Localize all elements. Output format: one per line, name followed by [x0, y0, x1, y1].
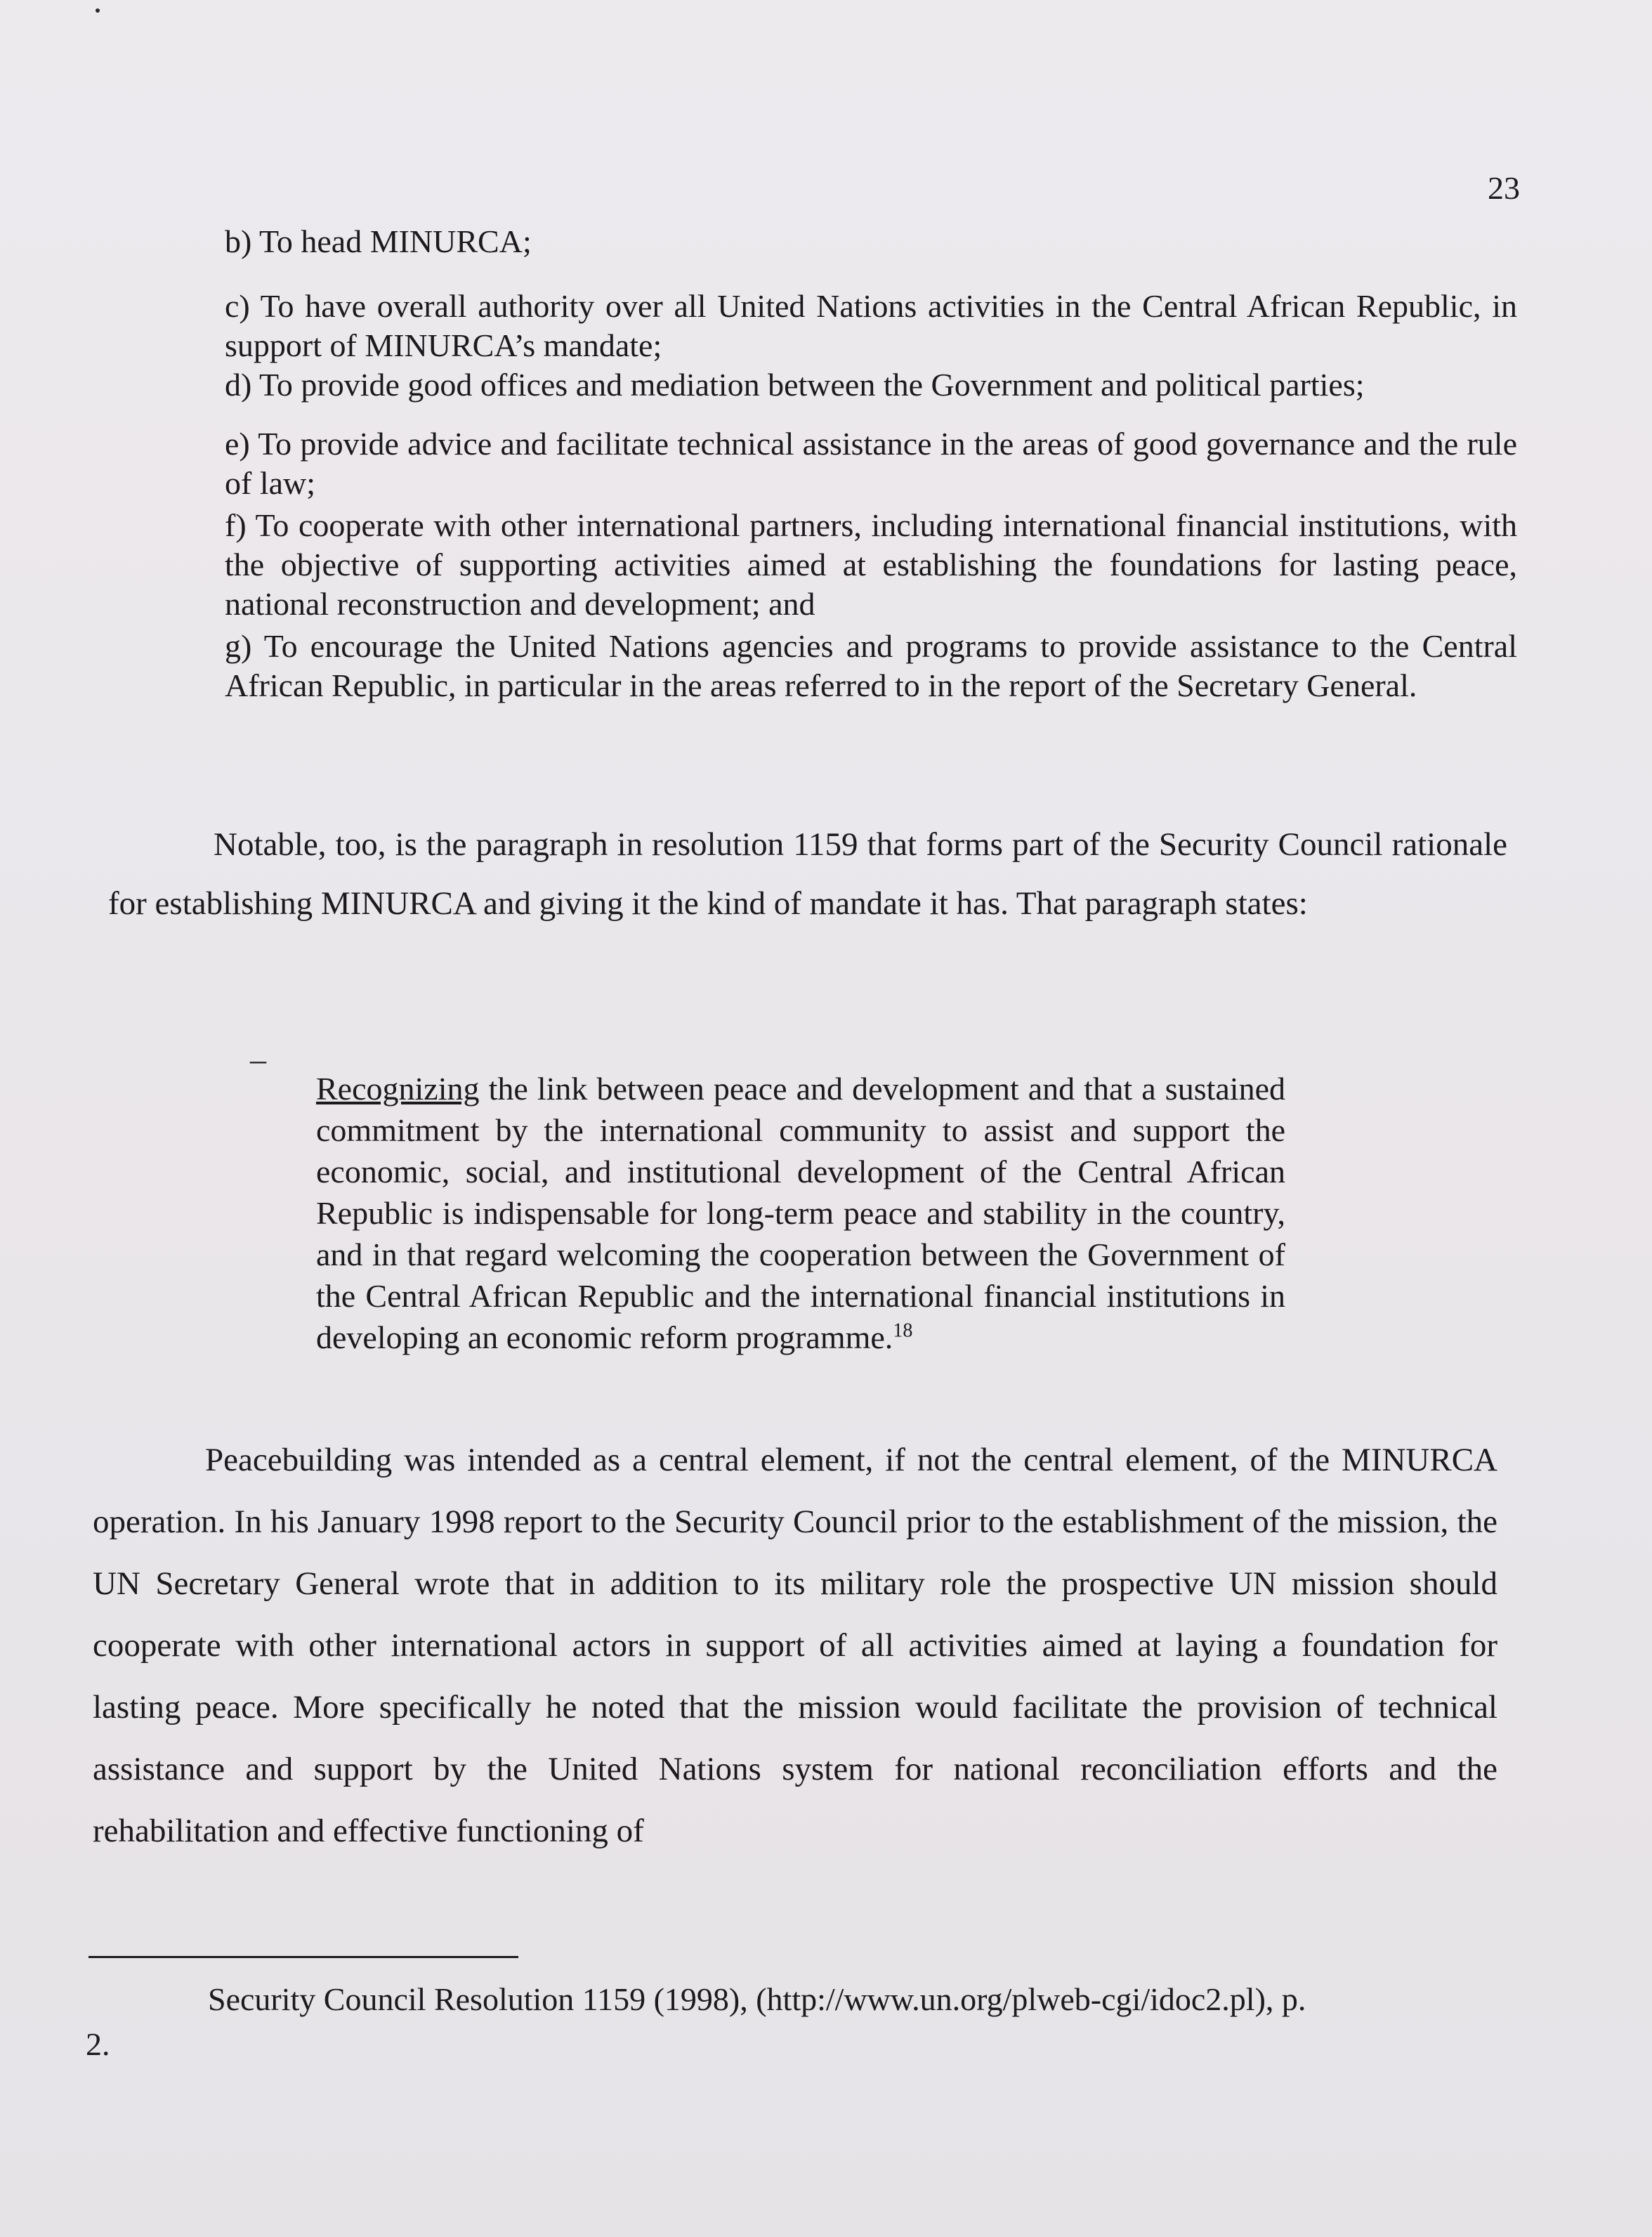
footnote-divider: [88, 1956, 518, 1958]
mandate-item-g: g) To encourage the United Nations agencies and programs to provide assistance to the Central African Republic, in particular in the areas referred to in the report of the Secretary General.: [225, 628, 1517, 703]
page-number: 23: [1488, 170, 1520, 206]
mandate-item-d: d) To provide good offices and mediation between the Government and political parties;: [225, 367, 1365, 403]
body-paragraph: Peacebuilding was intended as a central element, if not the central element, of the MINURCA operation. In his January 1998 report to the Security Council prior to the establishment of the mission, the UN Secretary General wrote that in addition to its military role the prospective UN mission should cooperate with other international actors in support of all activities aimed at laying a foundation for lasting peace. More specifically he noted that the mission would facilitate the provision of technical assistance and support by the United Nations system for national reconciliation efforts and the rehabilitation and effective functioning of: [93, 1442, 1497, 1849]
block-quote: [316, 1068, 1285, 1358]
mandate-item-b: b) To head MINURCA;: [225, 223, 532, 259]
quote-lead-word: Recognizing: [316, 1071, 480, 1107]
scan-speck: [96, 8, 100, 13]
quote-body: the link between peace and development and that a sustained commitment by the international community to assist and support the economic, social, and institutional development of the Central African Republic is indispensable for long-term peace and stability in the country, and in that regard welcoming the cooperation between the Government of the Central African Republic and the international financial institutions in developing an economic reform programme.: [316, 1071, 1285, 1355]
mandate-item-f: f) To cooperate with other international partners, including international financial institutions, with the objective of supporting activities aimed at establishing the foundations for lasting peace, national reconstruction and development; and: [225, 507, 1517, 622]
mandate-item-e: e) To provide advice and facilitate technical assistance in the areas of good governance and the rule of law;: [225, 426, 1517, 501]
footnote-page-ref: 2.: [86, 2026, 110, 2062]
mandate-item-c: c) To have overall authority over all United Nations activities in the Central African Republic, in support of MINURCA’s mandate;: [225, 288, 1517, 363]
footnote-reference: 18: [893, 1319, 913, 1342]
footnote-text: Security Council Resolution 1159 (1998), (http://www.un.org/plweb-cgi/idoc2.pl), p.: [208, 1981, 1306, 2017]
intro-paragraph: Notable, too, is the paragraph in resolution 1159 that forms part of the Security Council rationale for establishing MINURCA and giving it the kind of mandate it has. That paragraph states:: [108, 826, 1507, 922]
quote-dash: –: [250, 1041, 266, 1077]
